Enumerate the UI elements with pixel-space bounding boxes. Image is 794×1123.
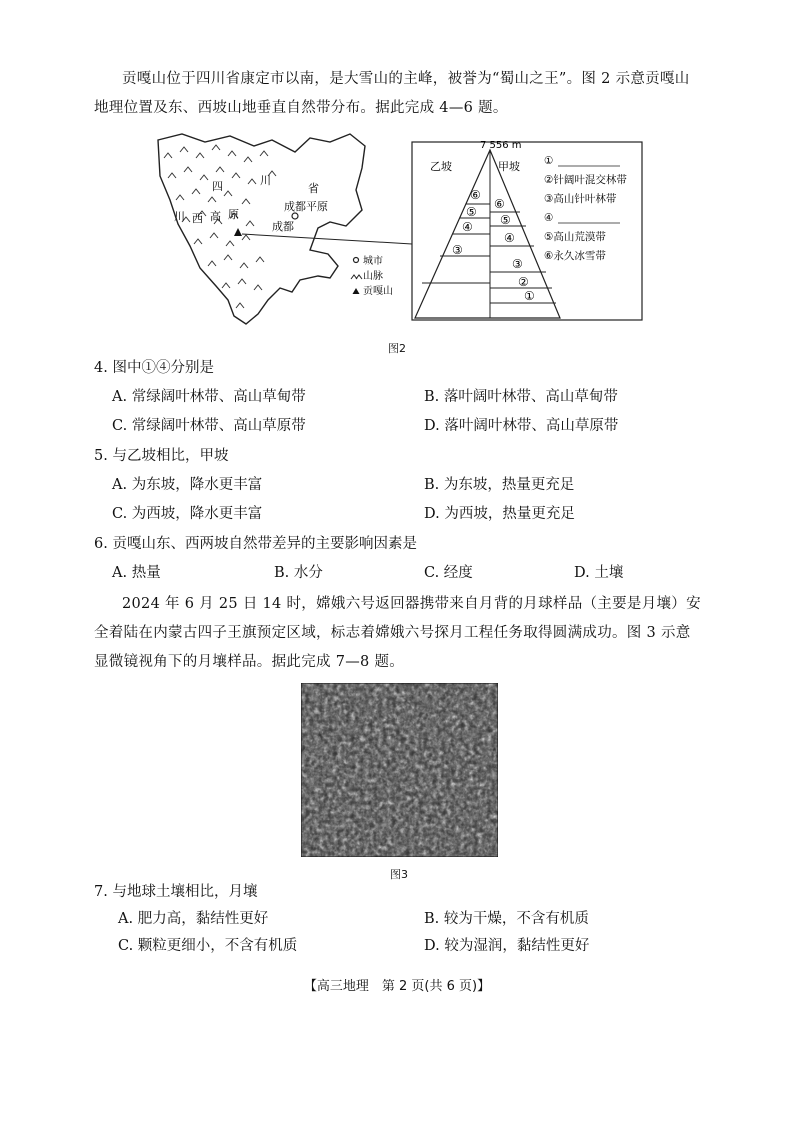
question-7-stem: 7. 与地球土壤相比，月壤: [94, 884, 258, 900]
legend-peak-label: 贡嘎山: [363, 286, 393, 297]
figure-2: [150, 128, 650, 328]
question-7-option-c: C. 颗粒更细小，不含有机质: [118, 938, 298, 954]
map-label-yuan: 原: [228, 208, 239, 221]
figure-3-caption: 图3: [390, 868, 408, 881]
east-zone-2: ②: [518, 275, 529, 289]
vertical-zonation-diagram: [412, 140, 642, 320]
map-label-chuan2: 川: [174, 210, 185, 223]
map-label-chengdu: 成都: [272, 220, 294, 233]
question-4-option-b: B. 落叶阔叶林带、高山草甸带: [424, 389, 618, 405]
map-label-sheng: 省: [308, 182, 319, 195]
question-4-stem: 4. 图中①④分别是: [94, 360, 214, 376]
intro-paragraph-gongga: 贡嘎山位于四川省康定市以南，是大雪山的主峰，被誉为“蜀山之王”。图 2 示意贡嘎山地理位置及东、西坡山地垂直自然带分布。据此完成 4—6 题。: [94, 71, 690, 116]
question-6-option-a: A. 热量: [112, 565, 161, 581]
east-slope-label: 甲坡: [498, 160, 520, 173]
legend-city-icon: [354, 258, 359, 263]
east-zone-3: ③: [512, 257, 523, 271]
map-legend: [351, 254, 393, 297]
map-label-chengdu-plain: 成都平原: [284, 200, 328, 213]
west-zone-6: ⑥: [470, 188, 481, 202]
legend-city-label: 城市: [363, 256, 383, 267]
map-label-xi: 西: [192, 212, 203, 225]
question-7-option-b: B. 较为干燥，不含有机质: [424, 911, 589, 927]
map-label-si: 四: [212, 180, 223, 193]
question-4-option-c: C. 常绿阔叶林带、高山草原带: [112, 418, 306, 434]
zone-legend-3: ③高山针叶林带: [544, 193, 617, 205]
zone-legend-2: ②针阔叶混交林带: [544, 174, 627, 186]
question-6-option-d: D. 土壤: [574, 565, 624, 581]
figure-3-lunar-soil-micrograph: [301, 683, 498, 857]
question-5-stem: 5. 与乙坡相比，甲坡: [94, 448, 229, 464]
legend-peak-icon: [353, 288, 360, 294]
legend-mountain-label: 山脉: [363, 271, 383, 282]
question-6-option-c: C. 经度: [424, 565, 473, 581]
chengdu-city-marker: [292, 213, 298, 219]
west-zone-3: ③: [452, 243, 463, 257]
question-5-option-a: A. 为东坡，降水更丰富: [112, 477, 263, 493]
west-zone-5: ⑤: [466, 205, 477, 219]
map-label-gao: 高: [210, 210, 221, 223]
east-zone-6: ⑥: [494, 197, 505, 211]
question-4-option-a: A. 常绿阔叶林带、高山草甸带: [112, 389, 306, 405]
zone-legend-1: ①: [544, 155, 554, 167]
east-zone-4: ④: [504, 231, 515, 245]
question-6-stem: 6. 贡嘎山东、西两坡自然带差异的主要影响因素是: [94, 536, 417, 552]
question-7-option-a: A. 肥力高，黏结性更好: [118, 911, 269, 927]
sichuan-map: [158, 134, 412, 324]
zone-legend-4: ④: [544, 212, 554, 224]
question-6-option-b: B. 水分: [274, 565, 323, 581]
west-slope-label: 乙坡: [430, 160, 452, 173]
page-footer: 【高三地理 第 2 页(共 6 页)】: [303, 979, 491, 994]
question-5-option-b: B. 为东坡，热量更充足: [424, 477, 575, 493]
intro-paragraph-change6: 2024 年 6 月 25 日 14 时，嫦娥六号返回器携带来自月背的月球样品（主要是月壤）安全着陆在内蒙古四子王旗预定区域，标志着嫦娥六号探月工程任务取得圆满成功。图 3 示意显微镜视角下的月壤样品。据此完成 7—8 题。: [94, 596, 701, 670]
east-zone-5: ⑤: [500, 213, 511, 227]
zone-legend-5: ⑤高山荒漠带: [544, 231, 606, 243]
zone-legend-6: ⑥永久冰雪带: [544, 250, 606, 262]
legend-mountain-icon: [351, 275, 362, 279]
figure-2-caption: 图2: [388, 342, 406, 355]
question-5-option-d: D. 为西坡，热量更充足: [424, 506, 575, 522]
west-zone-4: ④: [462, 220, 473, 234]
map-label-chuan: 川: [260, 174, 271, 187]
peak-elevation-label: 7 556 m: [480, 140, 522, 151]
question-7-option-d: D. 较为湿润，黏结性更好: [424, 938, 590, 954]
sichuan-outline: [158, 134, 365, 324]
question-5-option-c: C. 为西坡，降水更丰富: [112, 506, 263, 522]
east-zone-1: ①: [524, 289, 535, 303]
question-4-option-d: D. 落叶阔叶林带、高山草原带: [424, 418, 619, 434]
